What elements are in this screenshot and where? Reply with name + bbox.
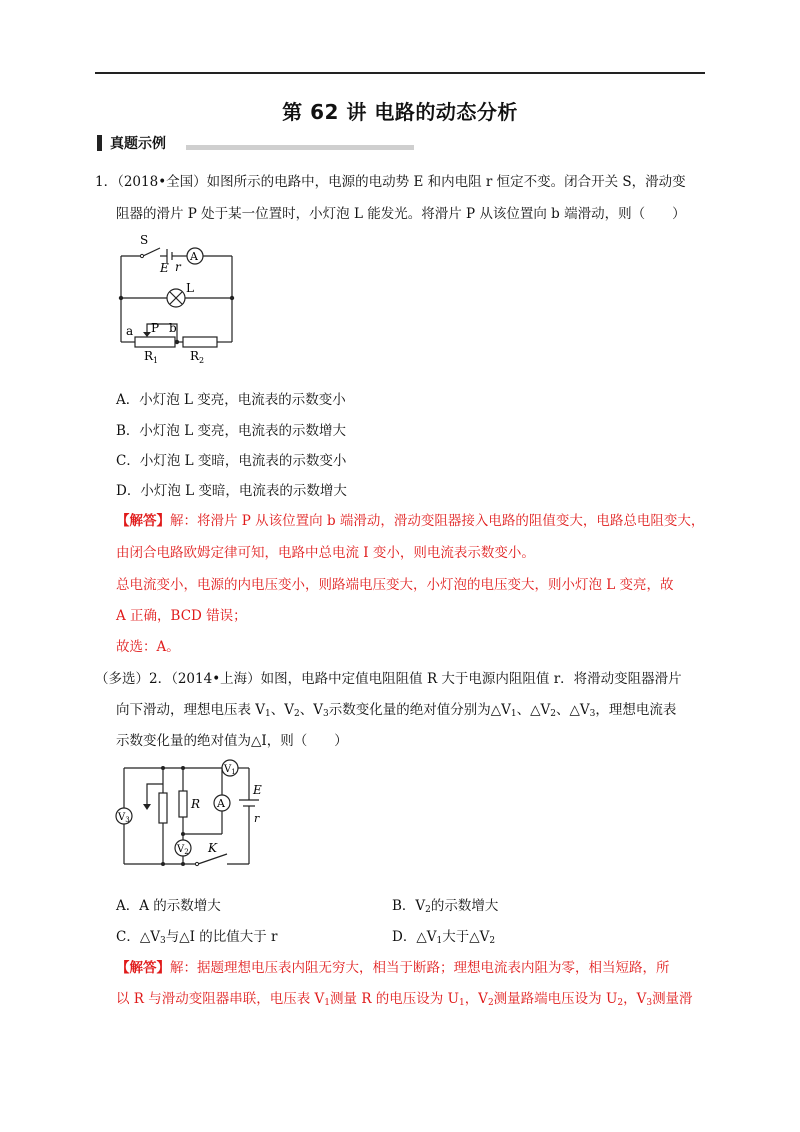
q1-label-r1 [144,349,158,365]
q2-junction-bottom-left [161,862,165,866]
q1-junction-r1-r2 [175,340,179,344]
q2-answer-sub-v2: 2 [487,998,494,1008]
q1-switch-blade [143,248,160,256]
q2-option-d-sub1: 1 [436,936,443,946]
q2-option-d-sub2: 2 [489,936,496,946]
q1-junction-lamp-left [119,296,123,300]
q1-resistor-r1 [135,337,175,347]
q1-label-e: E [160,261,169,275]
q1-answer-tag: 【解答】 [116,513,170,529]
q2-junction-bottom-mid [181,862,185,866]
q2-option-c-sub: 3 [159,936,166,946]
q2-stem-text-b: 、V [270,702,295,718]
q2-answer-line1 [116,958,670,978]
q2-stem-text-c: 、V [299,702,324,718]
q2-stem-text-a: 向下滑动，理想电压表 V [116,702,266,718]
q1-answer-line1 [116,511,704,531]
q2-option-d-mid: 大于△V [442,929,490,945]
q2-answer-sub-u2: 2 [617,998,624,1008]
q1-label-r2-letter: R [190,349,200,363]
top-rule [95,72,705,74]
q2-answer-text-c: ，V [464,991,488,1007]
section-underline [186,145,414,150]
q2-option-d [392,927,495,951]
q2-stem-sub-1b: 1 [510,709,517,719]
q1-junction-lamp-right [230,296,234,300]
q2-answer-text-f: 测量滑 [652,991,693,1007]
q1-answer-line3: 总电流变小，电源的内电压变小，则路端电压变大，小灯泡的电压变大，则小灯泡 L 变亮，故 [116,577,674,593]
q2-answer-sub-v1: 1 [324,998,331,1008]
q2-stem-sub-2b: 2 [550,709,556,719]
q1-slider-arrowhead [143,332,151,337]
q2-answer-text-a: 以 R 与滑动变阻器串联，电压表 V [116,991,325,1007]
q1-label-r1-subscript: 1 [153,356,159,365]
q2-option-d-pre: D．△V [392,929,437,945]
q2-answer-text-b: 测量 R 的电压设为 U [330,991,459,1007]
q1-answer-line1-text: 解：将滑片 P 从该位置向 b 端滑动，滑动变阻器接入电路的阻值变大，电路总电阻变大， [170,513,705,529]
q1-label-l: L [186,281,194,295]
q2-junction-top-mid [181,766,185,770]
q2-rheostat-arrowhead [143,804,151,810]
q2-answer-text-e: ，V [623,991,647,1007]
q2-answer-text-d: 测量路端电压设为 U [493,991,618,1007]
q2-stem-sub-1a: 1 [265,709,271,719]
section-title: 真题示例 [110,136,166,152]
q1-option-a: A．小灯泡 L 变亮，电流表的示数变小 [116,392,346,408]
q2-option-c-pre: C．△V [116,929,160,945]
q2-switch-contact [195,862,198,865]
q2-stem-sub-3a: 3 [323,709,329,719]
q1-label-r: r [175,260,181,274]
q2-stem-line2 [116,700,676,724]
q1-label-a: A [190,250,198,263]
q1-label-p: P [151,321,160,335]
q2-label-r-internal: r [254,812,260,825]
q1-answer-line5: 故选：A。 [116,639,180,655]
q2-answer-tag: 【解答】 [116,960,170,976]
q1-answer-line4: A 正确，BCD 错误； [116,608,247,624]
q2-label-v2-letter: V [177,844,185,855]
q2-label-e: E [253,783,262,797]
q1-option-c: C．小灯泡 L 变暗，电流表的示数变小 [116,453,347,469]
q2-junction-top-left [161,766,165,770]
q1-label-s: S [140,233,149,247]
q1-option-d: D．小灯泡 L 变暗，电流表的示数增大 [116,483,347,499]
q1-stem-line1: 1．（2018•全国）如图所示的电路中，电源的电动势 E 和内电阻 r 恒定不变。闭合开关 S，滑动变 [95,174,686,190]
q2-label-v1 [223,764,236,776]
q2-label-v3-letter: V [118,812,126,823]
q2-label-v1-subscript: 1 [231,768,236,776]
q2-stem-text-f: 、△V [556,702,590,718]
q2-stem-line3: 示数变化量的绝对值为△I，则（ ） [116,733,348,749]
q1-switch-contact [140,254,143,257]
q2-switch-blade [198,854,227,864]
q2-option-c-post: 与△I 的比值大于 r [165,929,278,945]
q2-junction-r-ammeter [181,832,185,836]
q1-label-end-a: a [126,324,134,338]
q2-label-k: K [208,841,217,855]
q2-option-b-pre: B．V [392,898,426,914]
q2-option-c [116,927,277,951]
q2-stem-sub-2a: 2 [294,709,300,719]
q2-stem-text-g: ，理想电流表 [595,702,677,718]
q2-label-r: R [191,797,201,811]
q2-answer-line2 [116,989,693,1013]
q1-label-r2-subscript: 2 [199,356,205,365]
q2-option-a: A．A 的示数增大 [116,898,221,914]
q1-label-r1-letter: R [144,349,154,363]
q2-label-v2 [176,844,189,856]
q2-label-v3 [117,812,130,824]
q1-answer-line2: 由闭合电路欧姆定律可知，电路中总电流 I 变小，则电流表示数变小。 [116,545,535,561]
q2-answer-sub-u1: 1 [458,998,465,1008]
q1-option-b: B．小灯泡 L 变亮，电流表的示数增大 [116,423,346,439]
q2-stem-text-d: 示数变化量的绝对值分别为△V [328,702,511,718]
q1-label-end-b: b [169,321,177,335]
q2-label-v3-subscript: 3 [125,816,130,824]
q2-label-v1-letter: V [224,764,232,775]
q1-resistor-r2 [183,337,217,347]
q2-resistor-r [179,791,187,817]
q2-option-b [392,896,498,920]
q2-label-v2-subscript: 2 [184,848,189,856]
q2-rheostat-body [159,793,167,823]
q2-stem-text-e: 、△V [516,702,551,718]
q2-option-b-sub: 2 [425,905,431,915]
section-marker [97,135,102,151]
q2-label-a: A [217,797,225,810]
q1-circuit-figure [110,228,250,368]
q2-stem-sub-3b: 3 [589,709,596,719]
q1-stem-line2: 阻器的滑片 P 处于某一位置时，小灯泡 L 能发光。将滑片 P 从该位置向 b 端滑动，则（ ） [116,206,686,222]
q2-circuit-figure [108,756,276,872]
q2-answer-line1-text: 解：据题理想电压表内阻无穷大，相当于断路；理想电流表内阻为零，相当短路，所 [170,960,670,976]
q2-stem-line1: （多选）2．（2014•上海）如图，电路中定值电阻阻值 R 大于电源内阻阻值 r．将滑动变阻器滑片 [95,671,682,687]
q2-option-b-post: 的示数增大 [430,898,499,914]
page-title: 第 62 讲 电路的动态分析 [282,100,518,124]
q1-label-r2 [190,349,204,365]
q2-answer-sub-v3: 3 [646,998,653,1008]
